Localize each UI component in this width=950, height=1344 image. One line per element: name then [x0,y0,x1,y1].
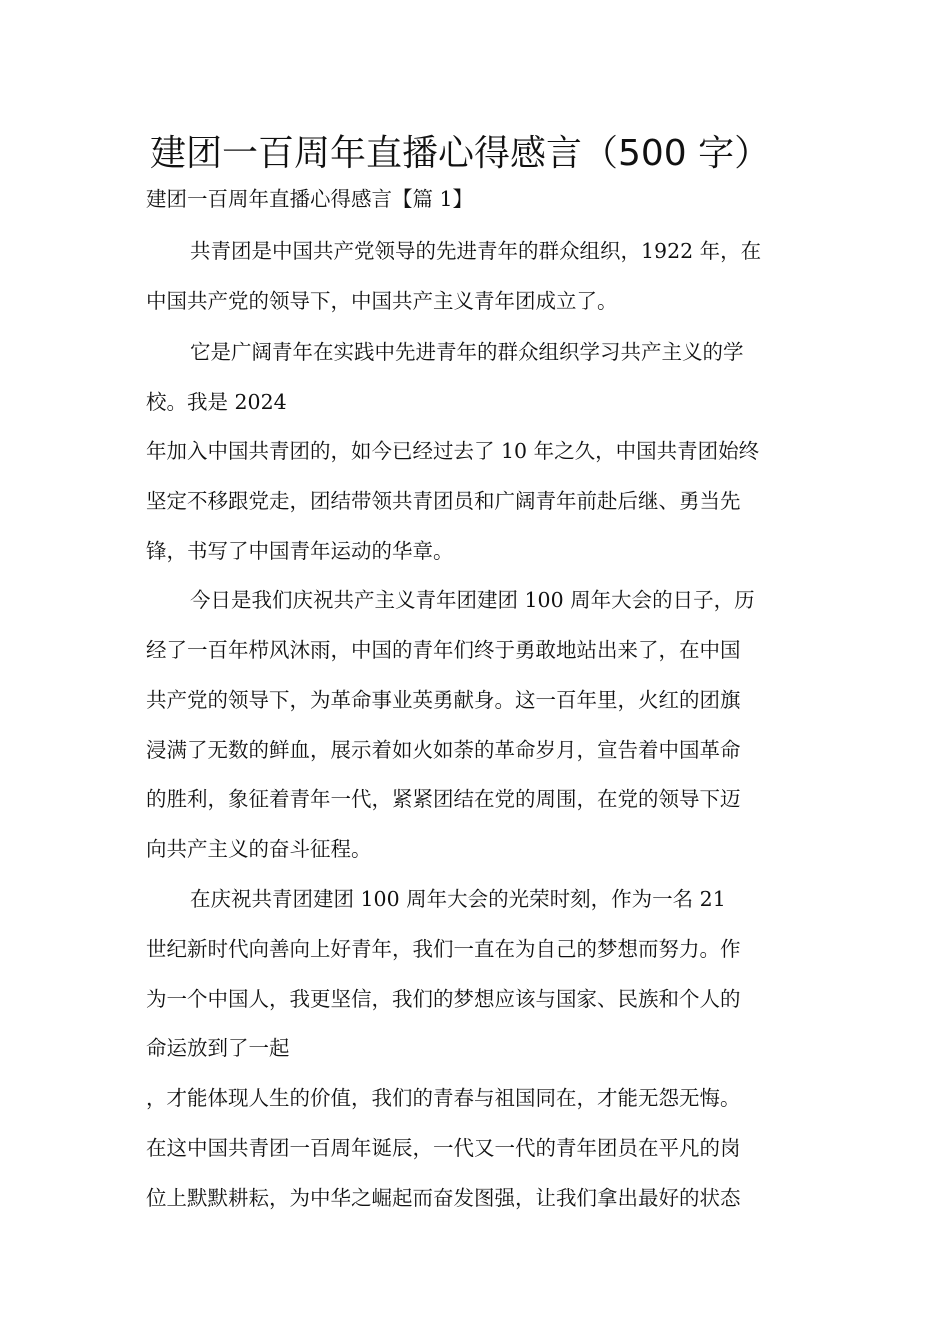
paragraph-line: 位上默默耕耘，为中华之崛起而奋发图强，让我们拿出最好的状态 [146,1186,741,1210]
paragraph-line: 向共产主义的奋斗征程。 [146,837,372,861]
paragraph-line: 它是广阔青年在实践中先进青年的群众组织学习共产主义的学 [190,340,744,364]
paragraph-line: 在这中国共青团一百周年诞辰，一代又一代的青年团员在平凡的岗 [146,1136,741,1160]
paragraph-line: 经了一百年栉风沐雨，中国的青年们终于勇敢地站出来了，在中国 [146,638,741,662]
paragraph-line: 坚定不移跟党走，团结带领共青团员和广阔青年前赴后继、勇当先 [146,489,741,513]
paragraph-line: 共青团是中国共产党领导的先进青年的群众组织，1922 年，在 [190,239,762,263]
paragraph-line: 命运放到了一起 [146,1036,290,1060]
paragraph-line: 校。我是 2024 [146,390,287,414]
paragraph-line: 共产党的领导下，为革命事业英勇献身。这一百年里，火红的团旗 [146,688,741,712]
paragraph-line: 浸满了无数的鲜血，展示着如火如荼的革命岁月，宣告着中国革命 [146,738,741,762]
paragraph-line: 锋，书写了中国青年运动的华章。 [146,539,454,563]
paragraph-line: 的胜利，象征着青年一代，紧紧团结在党的周围，在党的领导下迈 [146,787,741,811]
paragraph-line: 世纪新时代向善向上好青年，我们一直在为自己的梦想而努力。作 [146,937,741,961]
paragraph-line: 年加入中国共青团的，如今已经过去了 10 年之久，中国共青团始终 [146,439,760,463]
section-heading: 建团一百周年直播心得感言【篇 1】 [146,187,474,211]
paragraph-line: 在庆祝共青团建团 100 周年大会的光荣时刻，作为一名 21 [190,887,726,911]
paragraph-line: ，才能体现人生的价值，我们的青春与祖国同在，才能无怨无悔。 [146,1086,741,1110]
document-title: 建团一百周年直播心得感言（500 字） [150,133,771,174]
paragraph-line: 为一个中国人，我更坚信，我们的梦想应该与国家、民族和个人的 [146,987,741,1011]
paragraph-line: 中国共产党的领导下，中国共产主义青年团成立了。 [146,289,618,313]
paragraph-line: 今日是我们庆祝共产主义青年团建团 100 周年大会的日子，历 [190,588,755,612]
